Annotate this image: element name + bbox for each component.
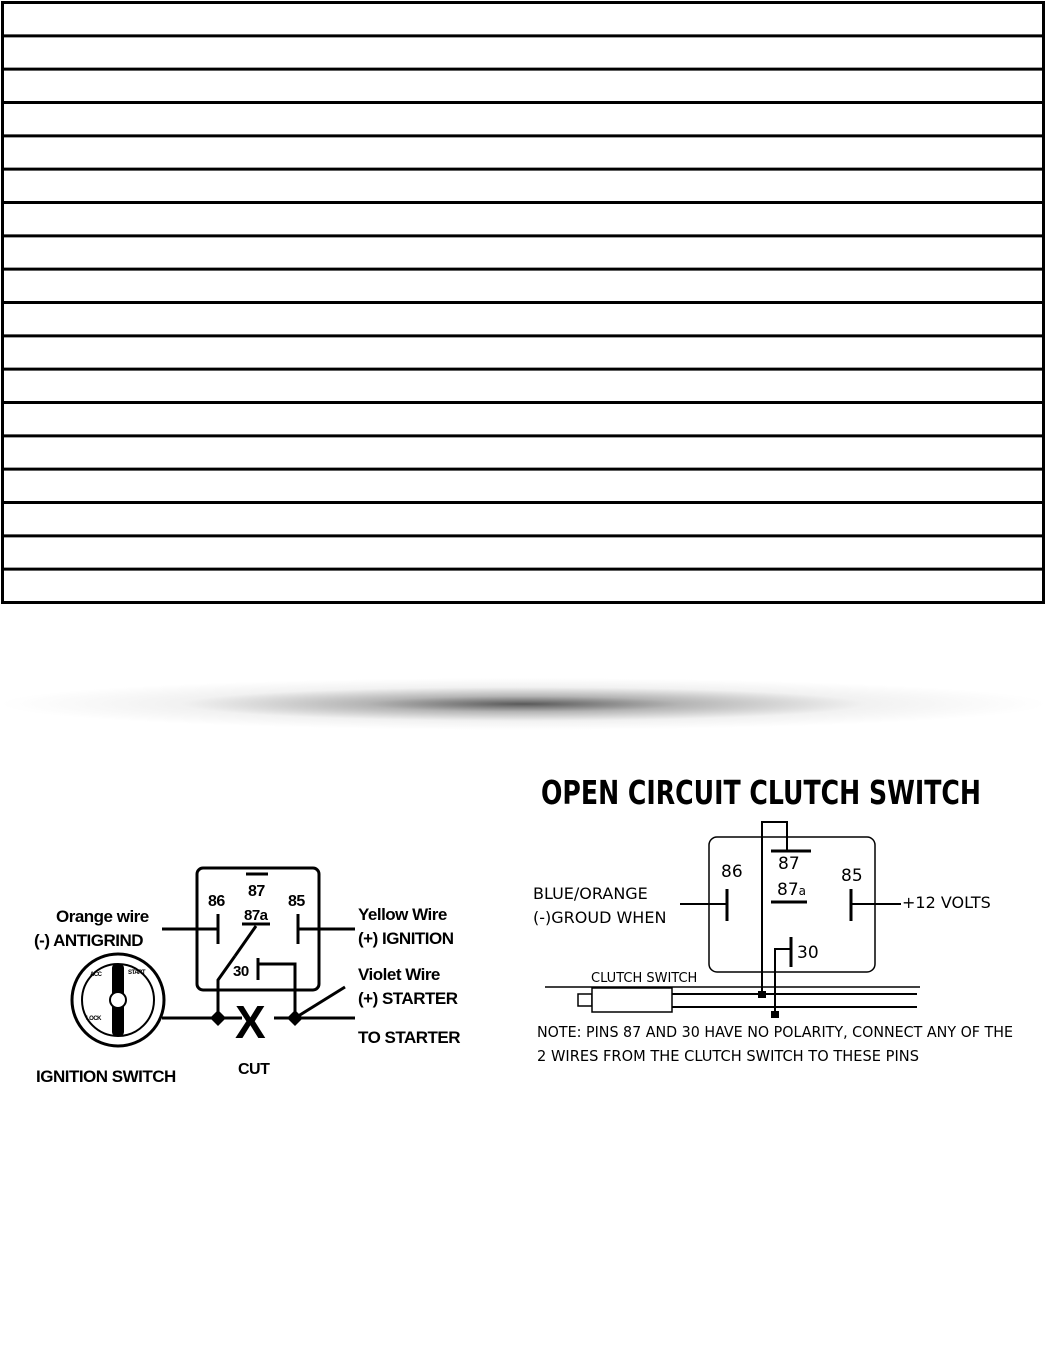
cut-label: CUT xyxy=(238,1061,270,1078)
relay-pin-87-label: 87 xyxy=(778,854,800,874)
yellow-wire-function: (+) IGNITION xyxy=(358,929,454,948)
anti-grind-wiring-diagram xyxy=(30,860,490,1090)
relay-pin-87a-label: 87a xyxy=(777,880,806,900)
violet-wire-function: (+) STARTER xyxy=(358,989,458,1008)
ignition-switch-label: IGNITION SWITCH xyxy=(36,1067,176,1086)
splice-87 xyxy=(758,991,766,998)
polarity-note-line2: 2 WIRES FROM THE CLUTCH SWITCH TO THESE PINS xyxy=(537,1047,919,1065)
violet-wire-label: Violet Wire xyxy=(358,965,440,984)
blue-orange-label: BLUE/ORANGE xyxy=(533,884,648,903)
svg-text:ACC: ACC xyxy=(90,972,102,978)
blue-orange-function: (-)GROUD WHEN xyxy=(533,908,667,927)
yellow-wire-label: Yellow Wire xyxy=(358,905,447,924)
ruled-lines-form xyxy=(1,1,1045,604)
clutch-switch-body xyxy=(592,988,672,1012)
plus-12-volts-label: +12 VOLTS xyxy=(902,893,991,912)
relay-pin-85-label: 85 xyxy=(841,866,863,886)
svg-text:LOCK: LOCK xyxy=(86,1016,101,1022)
section-divider-shadow xyxy=(0,678,1047,730)
clutch-switch-wiring-diagram xyxy=(525,765,1035,1075)
to-starter-label: TO STARTER xyxy=(358,1028,461,1047)
relay-pin-86-label: 86 xyxy=(208,893,225,910)
orange-wire-label: Orange wire xyxy=(56,907,149,926)
junction-left xyxy=(210,1010,226,1026)
violet-wire-line xyxy=(295,987,345,1018)
relay-pin-87-label: 87 xyxy=(248,883,265,900)
ignition-key-icon xyxy=(72,954,164,1046)
clutch-switch-plunger xyxy=(578,994,592,1006)
relay-pin-30-label: 30 xyxy=(797,943,819,963)
orange-wire-function: (-) ANTIGRIND xyxy=(34,931,144,950)
relay-pin-85-label: 85 xyxy=(288,893,305,910)
junction-right xyxy=(287,1010,303,1026)
svg-text:START: START xyxy=(128,970,146,976)
polarity-note-line1: NOTE: PINS 87 AND 30 HAVE NO POLARITY, CONNECT ANY OF THE xyxy=(537,1023,1013,1041)
relay-pin-87a-label: 87a xyxy=(244,907,268,924)
form-rule-lines xyxy=(3,36,1044,569)
cut-x-mark: X xyxy=(235,996,266,1048)
relay-pin-86-label: 86 xyxy=(721,862,743,882)
relay-pin-30-label: 30 xyxy=(233,963,249,980)
splice-30 xyxy=(771,1011,779,1018)
clutch-switch-label: CLUTCH SWITCH xyxy=(591,971,698,986)
diagram-title: OPEN CIRCUIT CLUTCH SWITCH xyxy=(541,773,981,812)
